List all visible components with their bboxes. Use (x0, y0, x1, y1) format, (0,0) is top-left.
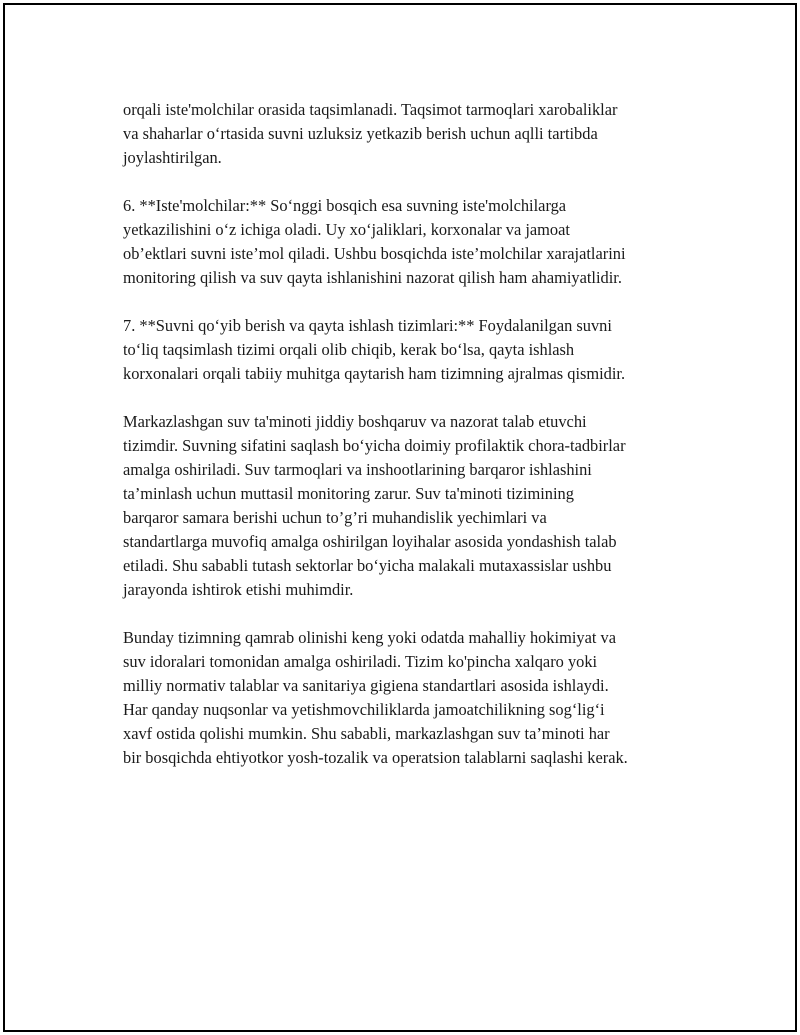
text-line: tizimdir. Suvning sifatini saqlash bo‘yicha doimiy profilaktik chora-tadbirlar (123, 436, 626, 455)
text-line: joylashtirilgan. (123, 148, 222, 167)
text-line: suv idoralari tomonidan amalga oshiriladi. Tizim ko'pincha xalqaro yoki (123, 652, 598, 671)
text-line: va shaharlar o‘rtasida suvni uzluksiz yetkazib berish uchun aqlli tartibda (123, 124, 598, 143)
text-line: Har qanday nuqsonlar va yetishmovchiliklarda jamoatchilikning sog‘lig‘i (123, 700, 605, 719)
text-line: Markazlashgan suv ta'minoti jiddiy boshqaruv va nazorat talab etuvchi (123, 412, 587, 431)
text-line: ta’minlash uchun muttasil monitoring zarur. Suv ta'minoti tizimining (123, 484, 574, 503)
paragraph-consumers (123, 194, 703, 290)
text-line: 7. **Suvni qo‘yib berish va qayta ishlash tizimlari:** Foydalanilgan suvni (123, 316, 612, 335)
text-line: amalga oshiriladi. Suv tarmoqlari va inshootlarining barqaror ishlashini (123, 460, 592, 479)
text-line: bir bosqichda ehtiyotkor yosh-tozalik va operatsion talablarni saqlashi kerak. (123, 748, 628, 767)
text-line: jarayonda ishtirok etishi muhimdir. (123, 580, 354, 599)
text-line: monitoring qilish va suv qayta ishlanishini nazorat qilish ham ahamiyatlidir. (123, 268, 622, 287)
text-line: yetkazilishini o‘z ichiga oladi. Uy xo‘jaliklari, korxonalar va jamoat (123, 220, 570, 239)
paragraph-water-recycling (123, 314, 703, 386)
paragraph-distribution (123, 98, 703, 170)
text-line: etiladi. Shu sababli tutash sektorlar bo‘yicha malakali mutaxassislar ushbu (123, 556, 612, 575)
text-line: ob’ektlari suvni iste’mol qiladi. Ushbu bosqichda iste’molchilar xarajatlarini (123, 244, 626, 263)
text-line: to‘liq taqsimlash tizimi orqali olib chiqib, kerak bo‘lsa, qayta ishlash (123, 340, 575, 359)
text-line: standartlarga muvofiq amalga oshirilgan loyihalar asosida yondashish talab (123, 532, 617, 551)
document-body (123, 98, 703, 794)
text-line: orqali iste'molchilar orasida taqsimlanadi. Taqsimot tarmoqlari xarobaliklar (123, 100, 618, 119)
page-frame (3, 3, 797, 1032)
text-line: 6. **Iste'molchilar:** So‘nggi bosqich esa suvning iste'molchilarga (123, 196, 567, 215)
paragraph-management (123, 410, 703, 602)
paragraph-coverage (123, 626, 703, 770)
text-line: Bunday tizimning qamrab olinishi keng yoki odatda mahalliy hokimiyat va (123, 628, 616, 647)
text-line: xavf ostida qolishi mumkin. Shu sababli, markazlashgan suv ta’minoti har (123, 724, 610, 743)
text-line: barqaror samara berishi uchun to’g’ri muhandislik yechimlari va (123, 508, 547, 527)
text-line: korxonalari orqali tabiiy muhitga qaytarish ham tizimning ajralmas qismidir. (123, 364, 626, 383)
text-line: milliy normativ talablar va sanitariya gigiena standartlari asosida ishlaydi. (123, 676, 609, 695)
